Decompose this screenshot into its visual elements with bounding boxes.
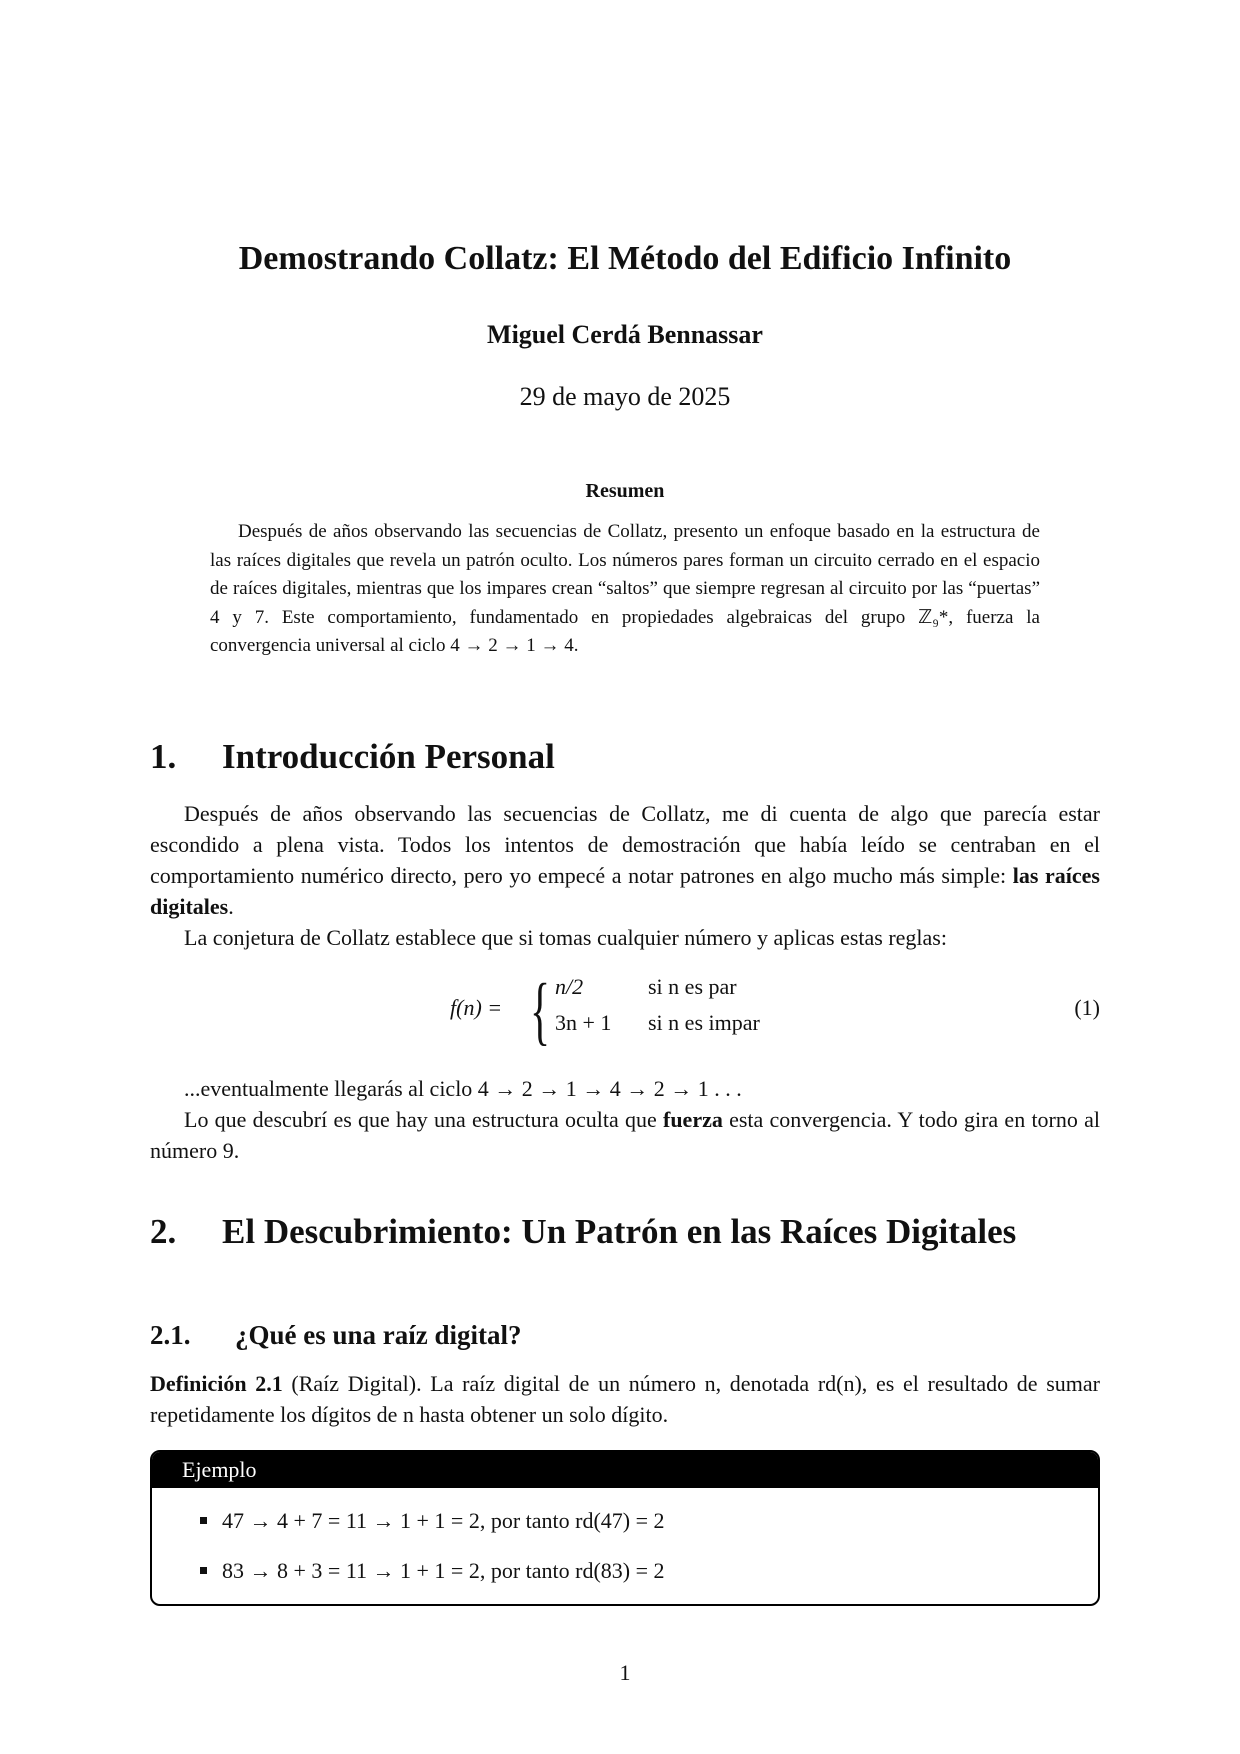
equation-cond-1: si n es par — [648, 974, 737, 999]
abstract-body — [210, 518, 1040, 661]
equation-lhs: f(n) = — [450, 995, 503, 1020]
section-title: El Descubrimiento: Un Patrón en las Raíces Digitales — [222, 1212, 1017, 1251]
paper-page — [150, 0, 1100, 1754]
bold-term: fuerza — [663, 1107, 723, 1132]
equation-cond-2: si n es impar — [648, 1010, 760, 1035]
bold-term: las raíces digitales — [150, 863, 1100, 919]
paper-title: Demostrando Collatz: El Método del Edificio Infinito — [238, 240, 1012, 277]
definition-name: (Raíz Digital). — [291, 1371, 422, 1396]
equation-case-2: 3n + 1 — [555, 1010, 612, 1035]
list-item: 83 → 8 + 3 = 11 → 1 + 1 = 2, por tanto rd(83) = 2 — [222, 1558, 665, 1584]
paragraph: Lo que descubrí es que hay una estructura oculta que fuerza esta convergencia. Y todo gira en torno al número 9. — [150, 1107, 1100, 1163]
bullet-icon — [200, 1517, 207, 1524]
equation-case-1: n/2 — [555, 974, 584, 999]
section-number: 2. — [150, 1212, 177, 1251]
section-1-heading — [150, 735, 1100, 779]
page-number: 1 — [619, 1660, 631, 1685]
collatz-equation — [150, 968, 1100, 1054]
subsection-number: 2.1. — [150, 1320, 191, 1350]
example-heading: Ejemplo — [152, 1452, 1098, 1488]
paper-date: 29 de mayo de 2025 — [519, 382, 731, 411]
list-item: 47 → 4 + 7 = 11 → 1 + 1 = 2, por tanto rd(47) = 2 — [222, 1508, 665, 1534]
left-brace-icon: { — [530, 969, 551, 1053]
paragraph: Después de años observando las secuencias de Collatz, me di cuenta de algo que parecía estar escondido a plena vista. Todos los intentos de demostración que había leído se centraban en el comportamiento numérico directo, pero yo empecé a notar patrones en algo mucho más simple: las raíces digitales. — [150, 801, 1100, 919]
equation-number: (1) — [1074, 995, 1100, 1020]
abstract-heading: Resumen — [585, 480, 665, 502]
paragraph: ...eventualmente llegarás al ciclo 4 → 2 → 1 → 4 → 2 → 1 . . . — [184, 1076, 742, 1101]
definition — [150, 1368, 1100, 1430]
section-number: 1. — [150, 737, 177, 776]
section-title: Introducción Personal — [222, 737, 555, 776]
definition-label: Definición 2.1 — [150, 1371, 283, 1396]
bullet-icon — [200, 1567, 207, 1574]
subsection-title: ¿Qué es una raíz digital? — [235, 1320, 522, 1350]
paper-author: Miguel Cerdá Bennassar — [487, 320, 763, 349]
definition-text: La raíz digital de un número n, denotada rd(n), es el resultado de sumar repetidamente los dígitos de n hasta obtener un solo dígito. — [150, 1371, 1100, 1427]
example-box — [150, 1450, 1100, 1606]
section-2-heading — [150, 1210, 1100, 1300]
abstract-text: Después de años observando las secuencias de Collatz, presento un enfoque basado en la estructura de las raíces digitales que revela un patrón oculto. Los números pares forman un circuito cerrado en el espacio de raíces digitales, mientras que los impares crean “saltos” que siempre regresan al circuito por las “puertas” 4 y 7. Este comportamiento, fundamentado en propiedades algebraicas del grupo ℤ₉*, fuerza la convergencia universal al ciclo 4 → 2 → 1 → 4. — [210, 521, 1040, 656]
paragraph: La conjetura de Collatz establece que si tomas cualquier número y aplicas estas reglas: — [184, 925, 947, 950]
